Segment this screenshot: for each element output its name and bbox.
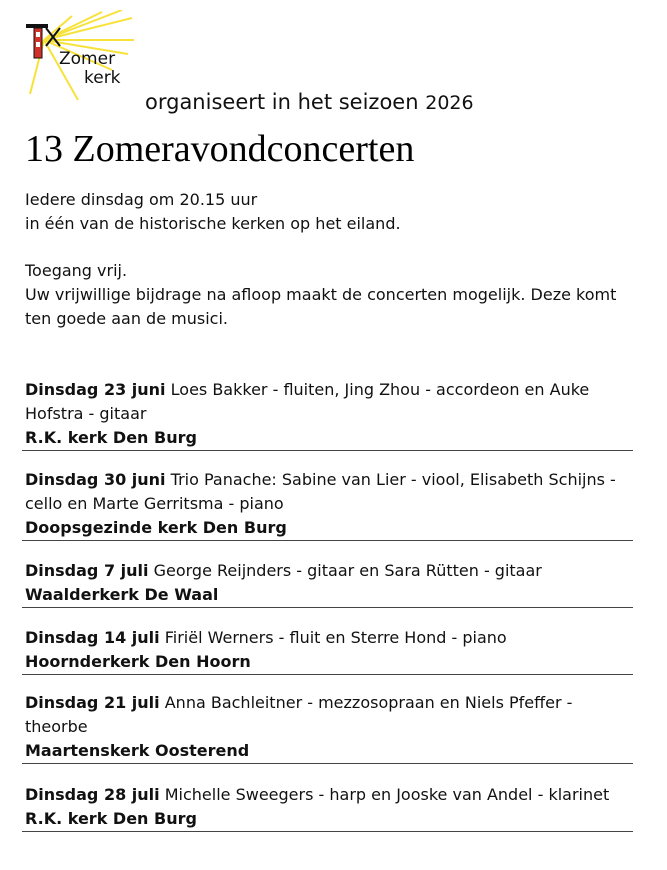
concert-performers: Trio Panache: Sabine van Lier - viool, Elisabeth Schijns - cello en Marte Gerritsma - piano (25, 470, 616, 513)
intro-line-1: Iedere dinsdag om 20.15 uur (25, 190, 258, 209)
season-year: 2026 (425, 92, 474, 114)
access-line-2: Uw vrijwillige bijdrage na afloop maakt de concerten mogelijk. Deze komt ten goede aan de musici. (25, 285, 617, 328)
concert-item (22, 626, 633, 675)
intro-line-2: in één van de historische kerken op het eiland. (25, 214, 401, 233)
concert-date: Dinsdag 30 juni (25, 470, 166, 489)
concert-venue: Waalderkerk De Waal (25, 585, 219, 604)
concert-performers: Firiël Werners - fluit en Sterre Hond - piano (164, 628, 507, 647)
concert-date: Dinsdag 14 juli (25, 628, 160, 647)
tagline-text: organiseert in het seizoen (145, 90, 419, 114)
concert-venue: Doopsgezinde kerk Den Burg (25, 518, 287, 537)
logo-text-kerk: kerk (84, 68, 121, 88)
concert-venue: R.K. kerk Den Burg (25, 428, 197, 447)
page-title: 13 Zomeravondconcerten (25, 128, 415, 170)
access-paragraph (25, 259, 635, 331)
concert-date: Dinsdag 23 juni (25, 380, 166, 399)
concert-date: Dinsdag 28 juli (25, 785, 160, 804)
concert-performers: Anna Bachleitner - mezzosopraan en Niels Pfeffer - theorbe (25, 693, 573, 736)
concert-performers: Michelle Sweegers - harp en Jooske van Andel - klarinet (164, 785, 610, 804)
concert-item (22, 691, 633, 764)
concert-item (22, 559, 633, 608)
concert-date: Dinsdag 21 juli (25, 693, 160, 712)
intro-paragraph (25, 188, 635, 236)
tagline (145, 90, 474, 114)
concert-venue: R.K. kerk Den Burg (25, 809, 197, 828)
concert-venue: Maartenskerk Oosterend (25, 741, 250, 760)
logo-text-zomer: Zomer (59, 49, 116, 69)
concert-item (22, 378, 633, 451)
concert-performers: George Reijnders - gitaar en Sara Rütten - gitaar (153, 561, 542, 580)
concert-item (22, 468, 633, 541)
concert-date: Dinsdag 7 juli (25, 561, 149, 580)
concert-item (22, 783, 633, 832)
access-line-1: Toegang vrij. (25, 261, 128, 280)
concert-performers: Loes Bakker - fluiten, Jing Zhou - accordeon en Auke Hofstra - gitaar (25, 380, 590, 423)
concert-venue: Hoornderkerk Den Hoorn (25, 652, 251, 671)
